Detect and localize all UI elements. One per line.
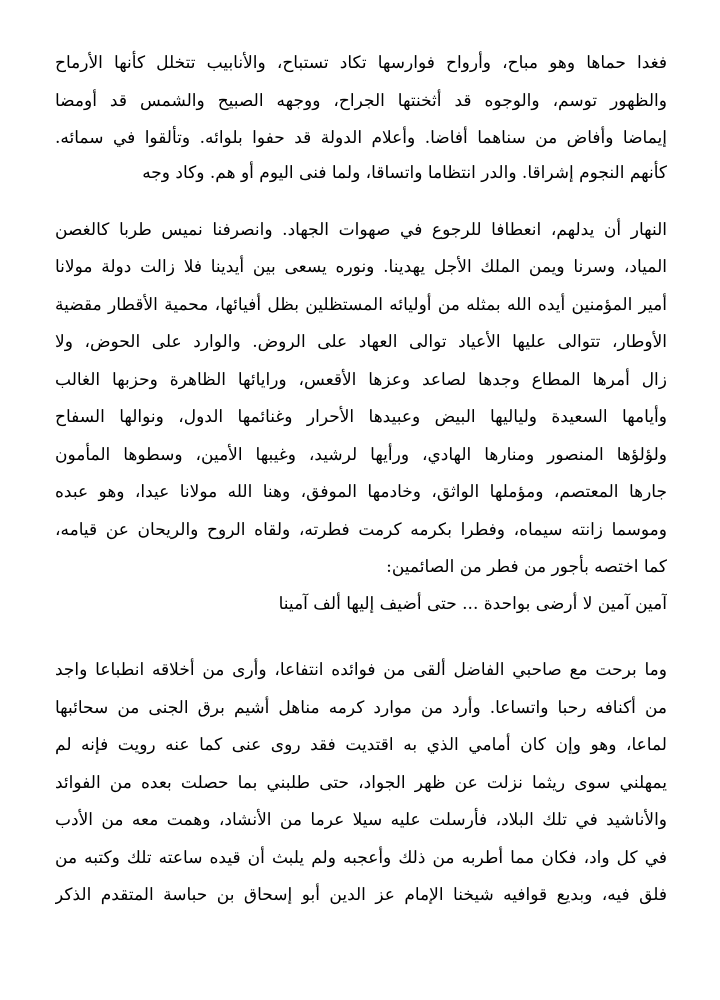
text-line: زال أمرها المطاع وجدها لصاعد وعزها الأقعس، ورايائها الظاهرة وحزبها الغالب xyxy=(55,370,667,390)
text-line: لماعا، وهو وإن كان أمامي الذي به اقتديت فقد روى عنى كما عنه رويت فإنه لم xyxy=(55,735,667,755)
text-line: الأوطار، تتوالى عليها الأعياد توالى العهاد على الروض. والوارد على الحوض، ولا xyxy=(55,332,667,352)
text-line: ولؤلؤها المنصور ومنارها الهادي، ورأيها لرشيد، وغيبها الأمين، وسطوها المأمون xyxy=(55,445,667,465)
text-line: كما اختصه بأجور من فطر من الصائمين: xyxy=(386,557,667,577)
text-line: يمهلني سوى ريثما نزلت عن ظهر الجواد، حتى طلبني بما حصلت بعده من الفوائد xyxy=(55,773,667,793)
text-line: والظهور توسم، والوجوه قد أثخنتها الجراح، ووجهه الصبيح والشمس قد أومضا xyxy=(55,91,667,111)
text-line: وما برحت مع صاحبي الفاضل ألقى من فوائده انتفاعا، وأرى من أخلاقه انطباعا واجد xyxy=(55,660,667,680)
text-line: فلق فيه، وبديع قوافيه شيخنا الإمام عز الدين أبو إسحاق بن حباسة المتقدم الذكر xyxy=(55,885,667,905)
text-line: كأنهم النجوم إشراقا. والدر انتظاما واتساقا، ولما فنى اليوم أو هم. وكاد وجه xyxy=(142,163,667,183)
text-line: النهار أن يدلهم، انعطافا للرجوع في صهوات الجهاد. وانصرفنا نميس طربا كالغصن xyxy=(55,220,667,240)
text-line: فغدا حماها وهو مباح، وأرواح فوارسها تكاد تستباح، والأنابيب تتخلل كأنها الأرماح xyxy=(55,53,667,73)
text-line: إيماضا وأفاض من سناهما أفاضا. وأعلام الدولة قد حفوا بلوائه. وتألقوا في سمائه. xyxy=(55,128,667,148)
text-line: أمير المؤمنين أيده الله بمثله من أوليائه المستظلين بظل أفيائها، محمية الأقطار مقضية xyxy=(55,295,667,315)
text-line: وموسما زانته سيماه، وفطرا بكرمه كرمت فطرته، ولقاه الروح والريحان عن قيامه، xyxy=(55,520,667,540)
text-line: المياد، وسرنا ويمن الملك الأجل يهدينا. ونوره يسعى بين أيدينا فلا زالت دولة مولانا xyxy=(55,257,667,277)
text-line: من أكنافه رحبا واتساعا. وأرد من موارد كرمه مناهل أشيم برق الجنى من سحائبها xyxy=(55,698,667,718)
verse-line: آمين آمين لا أرضى بواحدة ... حتى أضيف إليها ألف آمينا xyxy=(278,594,667,614)
text-line: والأناشيد في تلك البلاد، فأرسلت عليه سيلا عرما من الأنشاد، وهمت معه من الأدب xyxy=(55,810,667,830)
text-line: جارها المعتصم، ومؤملها الواثق، وخادمها الموفق، وهنا الله مولانا عيدا، وهو عبده xyxy=(55,482,667,502)
text-line: وأيامها السعيدة ولياليها البيض وعبيدها الأحرار وغنائمها الدول، ونوالها السفاح xyxy=(55,407,667,427)
text-line: في كل واد، فكان مما أطربه من ذلك وأعجبه ولم يلبث أن قيده ساعته تلك وكتبه من xyxy=(55,848,667,868)
